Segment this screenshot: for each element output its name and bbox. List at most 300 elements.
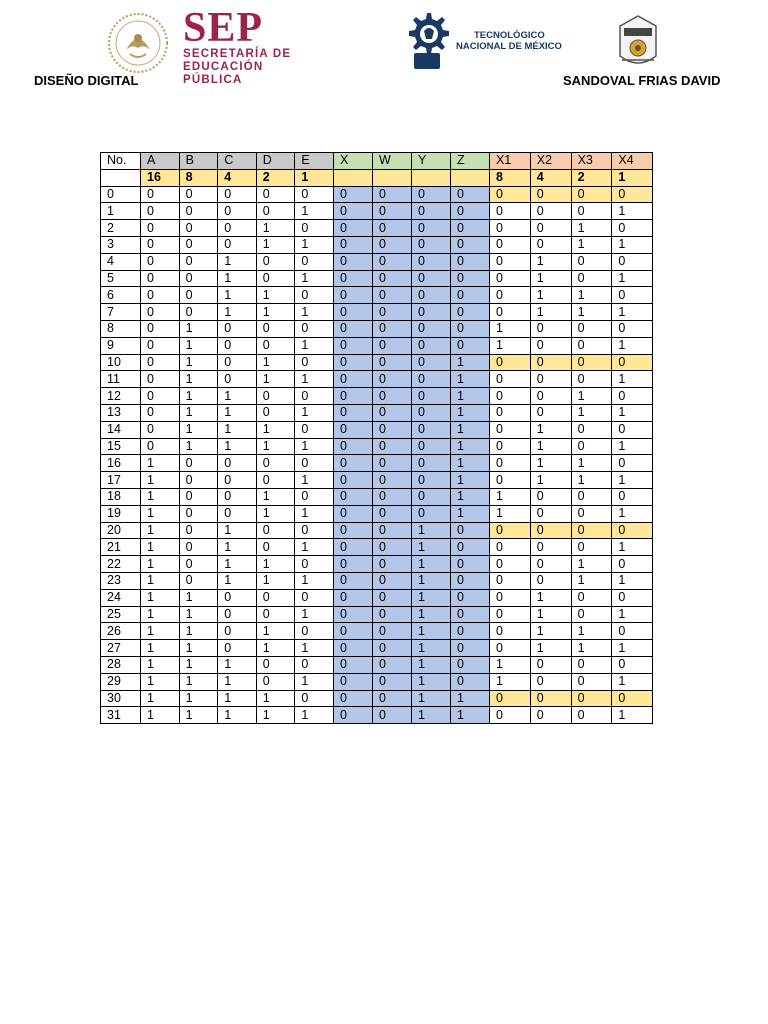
table-cell: 1: [450, 455, 489, 472]
table-cell: 0: [333, 438, 372, 455]
mexican-coat-of-arms-seal-icon: [100, 10, 176, 74]
table-row: [101, 203, 653, 220]
table-cell: 0: [179, 472, 218, 489]
table-cell: 1: [295, 640, 334, 657]
table-cell: 1: [571, 304, 612, 321]
table-cell: 0: [411, 270, 450, 287]
table-cell: 0: [571, 320, 612, 337]
table-row: [101, 388, 653, 405]
table-cell: 0: [256, 606, 295, 623]
table-cell: 0: [571, 488, 612, 505]
table-cell: 1: [612, 438, 653, 455]
table-cell: 0: [450, 253, 489, 270]
table-cell: 0: [612, 623, 653, 640]
table-cell: 0: [372, 404, 411, 421]
table-cell: 1: [530, 287, 571, 304]
table-cell: 0: [295, 421, 334, 438]
table-cell: 1: [218, 304, 257, 321]
table-cell: 0: [411, 304, 450, 321]
table-cell: 0: [450, 623, 489, 640]
table-cell: 1: [612, 707, 653, 724]
table-cell: 0: [411, 337, 450, 354]
table-cell: 1: [141, 640, 180, 657]
table-cell: 1: [411, 673, 450, 690]
table-row: [101, 488, 653, 505]
table-cell: 1: [612, 236, 653, 253]
table-cell: 0: [372, 371, 411, 388]
table-cell: 9: [101, 337, 141, 354]
table-cell: 1: [489, 337, 530, 354]
table-cell: 0: [530, 320, 571, 337]
tecnm-name: [456, 30, 562, 52]
table-cell: 0: [333, 539, 372, 556]
table-cell: 1: [218, 522, 257, 539]
table-row: [101, 186, 653, 203]
table-cell: 0: [612, 186, 653, 203]
table-cell: 1: [256, 304, 295, 321]
table-cell: 0: [450, 673, 489, 690]
table-cell: 28: [101, 656, 141, 673]
table-cell: 1: [256, 488, 295, 505]
table-cell: 21: [101, 539, 141, 556]
table-cell: 0: [571, 354, 612, 371]
column-header: X: [333, 153, 372, 170]
table-cell: 1: [450, 505, 489, 522]
table-cell: 15: [101, 438, 141, 455]
table-cell: 0: [530, 404, 571, 421]
table-cell: 0: [218, 505, 257, 522]
table-cell: 0: [372, 522, 411, 539]
table-cell: 1: [612, 270, 653, 287]
table-cell: 1: [256, 556, 295, 573]
table-cell: 0: [372, 253, 411, 270]
table-cell: 18: [101, 488, 141, 505]
table-cell: 0: [372, 186, 411, 203]
table-cell: 0: [372, 287, 411, 304]
table-row: [101, 421, 653, 438]
table-row: [101, 455, 653, 472]
table-cell: 0: [372, 354, 411, 371]
table-row: [101, 220, 653, 237]
table-cell: 0: [612, 556, 653, 573]
table-cell: 1: [218, 707, 257, 724]
table-row: [101, 640, 653, 657]
table-cell: 1: [295, 539, 334, 556]
table-cell: 0: [372, 606, 411, 623]
table-cell: 0: [489, 404, 530, 421]
table-cell: 0: [333, 421, 372, 438]
table-cell: 0: [218, 354, 257, 371]
table-cell: 0: [411, 421, 450, 438]
table-cell: 0: [411, 203, 450, 220]
table-cell: 0: [333, 220, 372, 237]
table-cell: 0: [489, 186, 530, 203]
table-cell: 1: [612, 572, 653, 589]
table-cell: 0: [372, 572, 411, 589]
table-cell: 0: [571, 421, 612, 438]
table-cell: 1: [256, 690, 295, 707]
table-cell: 0: [411, 287, 450, 304]
table-cell: 1: [179, 606, 218, 623]
author-name: SANDOVAL FRIAS DAVID: [563, 73, 721, 88]
table-cell: 0: [333, 640, 372, 657]
weight-cell: [101, 169, 141, 186]
table-cell: 0: [571, 505, 612, 522]
table-cell: 0: [530, 220, 571, 237]
table-cell: 12: [101, 388, 141, 405]
table-cell: 0: [411, 404, 450, 421]
table-cell: 22: [101, 556, 141, 573]
table-cell: 0: [333, 690, 372, 707]
table-cell: 1: [571, 556, 612, 573]
column-header: X2: [530, 153, 571, 170]
table-cell: 1: [450, 438, 489, 455]
table-cell: 0: [571, 270, 612, 287]
table-cell: 0: [372, 304, 411, 321]
table-cell: 0: [295, 488, 334, 505]
table-cell: 1: [612, 539, 653, 556]
table-cell: 0: [179, 488, 218, 505]
table-cell: 0: [450, 522, 489, 539]
table-cell: 1: [141, 606, 180, 623]
table-cell: 0: [489, 287, 530, 304]
table-cell: 0: [179, 236, 218, 253]
table-cell: 1: [256, 438, 295, 455]
table-cell: 0: [450, 640, 489, 657]
table-cell: 1: [179, 404, 218, 421]
table-row: [101, 438, 653, 455]
table-cell: 0: [530, 505, 571, 522]
table-cell: 1: [179, 656, 218, 673]
table-cell: 1: [179, 388, 218, 405]
column-header: C: [218, 153, 257, 170]
table-cell: 1: [411, 606, 450, 623]
weight-cell: 1: [612, 169, 653, 186]
table-cell: 1: [530, 472, 571, 489]
table-cell: 0: [450, 220, 489, 237]
table-cell: 1: [256, 505, 295, 522]
table-cell: 10: [101, 354, 141, 371]
table-cell: 0: [372, 556, 411, 573]
weight-cell: [411, 169, 450, 186]
column-header: X1: [489, 153, 530, 170]
table-cell: 0: [295, 623, 334, 640]
table-cell: 0: [372, 270, 411, 287]
table-cell: 1: [256, 371, 295, 388]
table-cell: 1: [411, 623, 450, 640]
table-cell: 1: [256, 220, 295, 237]
table-cell: 0: [612, 589, 653, 606]
column-header: No.: [101, 153, 141, 170]
table-cell: 1: [530, 421, 571, 438]
table-cell: 0: [256, 673, 295, 690]
table-cell: 0: [450, 320, 489, 337]
table-cell: 1: [411, 589, 450, 606]
table-cell: 1: [218, 690, 257, 707]
table-cell: 1: [489, 673, 530, 690]
table-cell: 0: [141, 354, 180, 371]
table-cell: 0: [571, 606, 612, 623]
table-row: [101, 472, 653, 489]
table-header-row: [101, 153, 653, 170]
table-cell: 0: [530, 707, 571, 724]
table-cell: 0: [411, 236, 450, 253]
table-cell: 0: [372, 236, 411, 253]
tecnm-line1: TECNOLÓGICO: [474, 30, 545, 41]
table-cell: 19: [101, 505, 141, 522]
table-cell: 0: [295, 556, 334, 573]
table-cell: 1: [411, 640, 450, 657]
table-cell: 1: [218, 253, 257, 270]
table-cell: 0: [530, 371, 571, 388]
table-cell: 0: [571, 438, 612, 455]
column-header: Y: [411, 153, 450, 170]
table-cell: 0: [530, 572, 571, 589]
table-cell: 0: [256, 522, 295, 539]
table-cell: 0: [530, 690, 571, 707]
table-cell: 0: [530, 203, 571, 220]
table-cell: 0: [295, 354, 334, 371]
table-cell: 0: [295, 455, 334, 472]
table-cell: 1: [141, 505, 180, 522]
table-cell: 0: [333, 253, 372, 270]
table-cell: 1: [295, 707, 334, 724]
table-cell: 1: [295, 337, 334, 354]
table-cell: 1: [179, 589, 218, 606]
table-cell: 1: [218, 421, 257, 438]
table-cell: 0: [295, 320, 334, 337]
table-cell: 0: [372, 438, 411, 455]
table-cell: 1: [218, 388, 257, 405]
table-cell: 16: [101, 455, 141, 472]
table-cell: 0: [411, 388, 450, 405]
table-cell: 1: [141, 472, 180, 489]
table-row: [101, 371, 653, 388]
truth-table: [100, 152, 653, 724]
table-cell: 1: [450, 690, 489, 707]
table-cell: 1: [411, 572, 450, 589]
table-cell: 0: [489, 623, 530, 640]
table-cell: 1: [571, 236, 612, 253]
table-row: [101, 673, 653, 690]
table-cell: 1: [295, 505, 334, 522]
table-cell: 0: [179, 186, 218, 203]
truth-table-body: [101, 153, 653, 724]
table-cell: 0: [256, 186, 295, 203]
table-cell: 0: [141, 186, 180, 203]
table-cell: 1: [218, 556, 257, 573]
table-cell: 0: [411, 472, 450, 489]
table-cell: 0: [179, 572, 218, 589]
weight-cell: [333, 169, 372, 186]
table-cell: 0: [411, 505, 450, 522]
table-cell: 0: [333, 472, 372, 489]
table-cell: 8: [101, 320, 141, 337]
page-header: [0, 0, 768, 100]
table-cell: 0: [612, 455, 653, 472]
table-cell: 1: [411, 539, 450, 556]
table-cell: 0: [411, 438, 450, 455]
table-cell: 1: [256, 354, 295, 371]
table-cell: 0: [333, 287, 372, 304]
table-cell: 0: [489, 236, 530, 253]
table-cell: 1: [218, 673, 257, 690]
table-cell: 0: [411, 371, 450, 388]
table-cell: 13: [101, 404, 141, 421]
course-title: DISEÑO DIGITAL: [34, 73, 139, 88]
table-cell: 0: [256, 253, 295, 270]
table-cell: 0: [372, 472, 411, 489]
table-cell: 0: [256, 404, 295, 421]
table-cell: 1: [450, 404, 489, 421]
table-cell: 0: [295, 690, 334, 707]
table-cell: 0: [489, 455, 530, 472]
table-cell: 0: [489, 539, 530, 556]
table-cell: 1: [450, 421, 489, 438]
table-row: [101, 522, 653, 539]
weight-cell: [450, 169, 489, 186]
table-cell: 0: [450, 337, 489, 354]
table-cell: 1: [489, 505, 530, 522]
table-cell: 0: [372, 589, 411, 606]
table-cell: 0: [218, 203, 257, 220]
table-cell: 0: [333, 270, 372, 287]
table-cell: 0: [489, 253, 530, 270]
table-cell: 0: [218, 186, 257, 203]
table-cell: 0: [411, 186, 450, 203]
table-cell: 0: [571, 337, 612, 354]
table-cell: 0: [256, 320, 295, 337]
table-cell: 0: [256, 270, 295, 287]
table-cell: 0: [450, 606, 489, 623]
table-cell: 0: [372, 320, 411, 337]
table-cell: 1: [530, 589, 571, 606]
table-cell: 1: [295, 438, 334, 455]
table-cell: 0: [295, 287, 334, 304]
table-cell: 0: [411, 455, 450, 472]
table-cell: 1: [141, 656, 180, 673]
table-cell: 1: [571, 572, 612, 589]
column-header: D: [256, 153, 295, 170]
table-cell: 0: [489, 640, 530, 657]
table-cell: 0: [333, 556, 372, 573]
table-cell: 0: [256, 203, 295, 220]
table-cell: 1: [612, 640, 653, 657]
tecnm-gear-logo-icon: [404, 9, 450, 73]
table-cell: 0: [295, 186, 334, 203]
table-cell: 1: [571, 220, 612, 237]
table-row: [101, 656, 653, 673]
table-cell: 0: [411, 354, 450, 371]
weight-cell: 2: [256, 169, 295, 186]
table-cell: 1: [179, 320, 218, 337]
table-cell: 0: [218, 589, 257, 606]
table-cell: 1: [179, 371, 218, 388]
table-cell: 0: [141, 371, 180, 388]
table-cell: 0: [333, 572, 372, 589]
table-cell: 1: [530, 304, 571, 321]
table-cell: 0: [333, 404, 372, 421]
table-cell: 0: [571, 656, 612, 673]
column-header: B: [179, 153, 218, 170]
table-cell: 0: [218, 337, 257, 354]
table-cell: 0: [612, 320, 653, 337]
table-cell: 0: [489, 572, 530, 589]
table-cell: 1: [256, 572, 295, 589]
table-cell: 30: [101, 690, 141, 707]
table-cell: 0: [179, 505, 218, 522]
table-cell: 0: [571, 690, 612, 707]
table-row: [101, 287, 653, 304]
table-cell: 0: [530, 488, 571, 505]
table-cell: 1: [411, 707, 450, 724]
table-cell: 0: [450, 186, 489, 203]
table-cell: 0: [372, 421, 411, 438]
table-cell: 0: [612, 690, 653, 707]
table-cell: 0: [489, 589, 530, 606]
table-cell: 0: [530, 556, 571, 573]
table-cell: 0: [372, 455, 411, 472]
table-row: [101, 623, 653, 640]
table-cell: 0: [372, 707, 411, 724]
table-cell: 6: [101, 287, 141, 304]
table-cell: 1: [179, 690, 218, 707]
table-cell: 1: [612, 505, 653, 522]
table-cell: 1: [179, 354, 218, 371]
table-cell: 0: [295, 522, 334, 539]
table-cell: 0: [450, 304, 489, 321]
table-cell: 0: [333, 337, 372, 354]
table-cell: 0: [450, 236, 489, 253]
table-cell: 0: [179, 287, 218, 304]
table-row: [101, 505, 653, 522]
table-cell: 0: [612, 220, 653, 237]
table-cell: 0: [141, 253, 180, 270]
table-cell: 1: [256, 421, 295, 438]
table-cell: 0: [333, 203, 372, 220]
sep-logo-line1: SECRETARÍA DE: [183, 48, 292, 60]
table-cell: 0: [530, 186, 571, 203]
table-cell: 0: [179, 455, 218, 472]
table-cell: 1: [295, 606, 334, 623]
table-row: [101, 606, 653, 623]
table-cell: 1: [530, 606, 571, 623]
table-cell: 1: [256, 287, 295, 304]
table-cell: 1: [141, 673, 180, 690]
table-cell: 0: [179, 203, 218, 220]
column-header: E: [295, 153, 334, 170]
table-cell: 7: [101, 304, 141, 321]
table-cell: 0: [256, 539, 295, 556]
table-cell: 0: [372, 690, 411, 707]
table-row: [101, 304, 653, 321]
table-cell: 0: [218, 371, 257, 388]
table-cell: 1: [411, 522, 450, 539]
table-cell: 1: [295, 304, 334, 321]
table-cell: 1: [179, 673, 218, 690]
table-cell: 0: [141, 404, 180, 421]
table-row: [101, 589, 653, 606]
table-cell: 1: [530, 455, 571, 472]
table-cell: 0: [571, 203, 612, 220]
table-cell: 1: [411, 556, 450, 573]
table-cell: 1: [256, 623, 295, 640]
table-cell: 0: [372, 488, 411, 505]
table-cell: 1: [141, 690, 180, 707]
table-cell: 0: [489, 371, 530, 388]
table-cell: 1: [218, 438, 257, 455]
table-cell: 1: [218, 270, 257, 287]
